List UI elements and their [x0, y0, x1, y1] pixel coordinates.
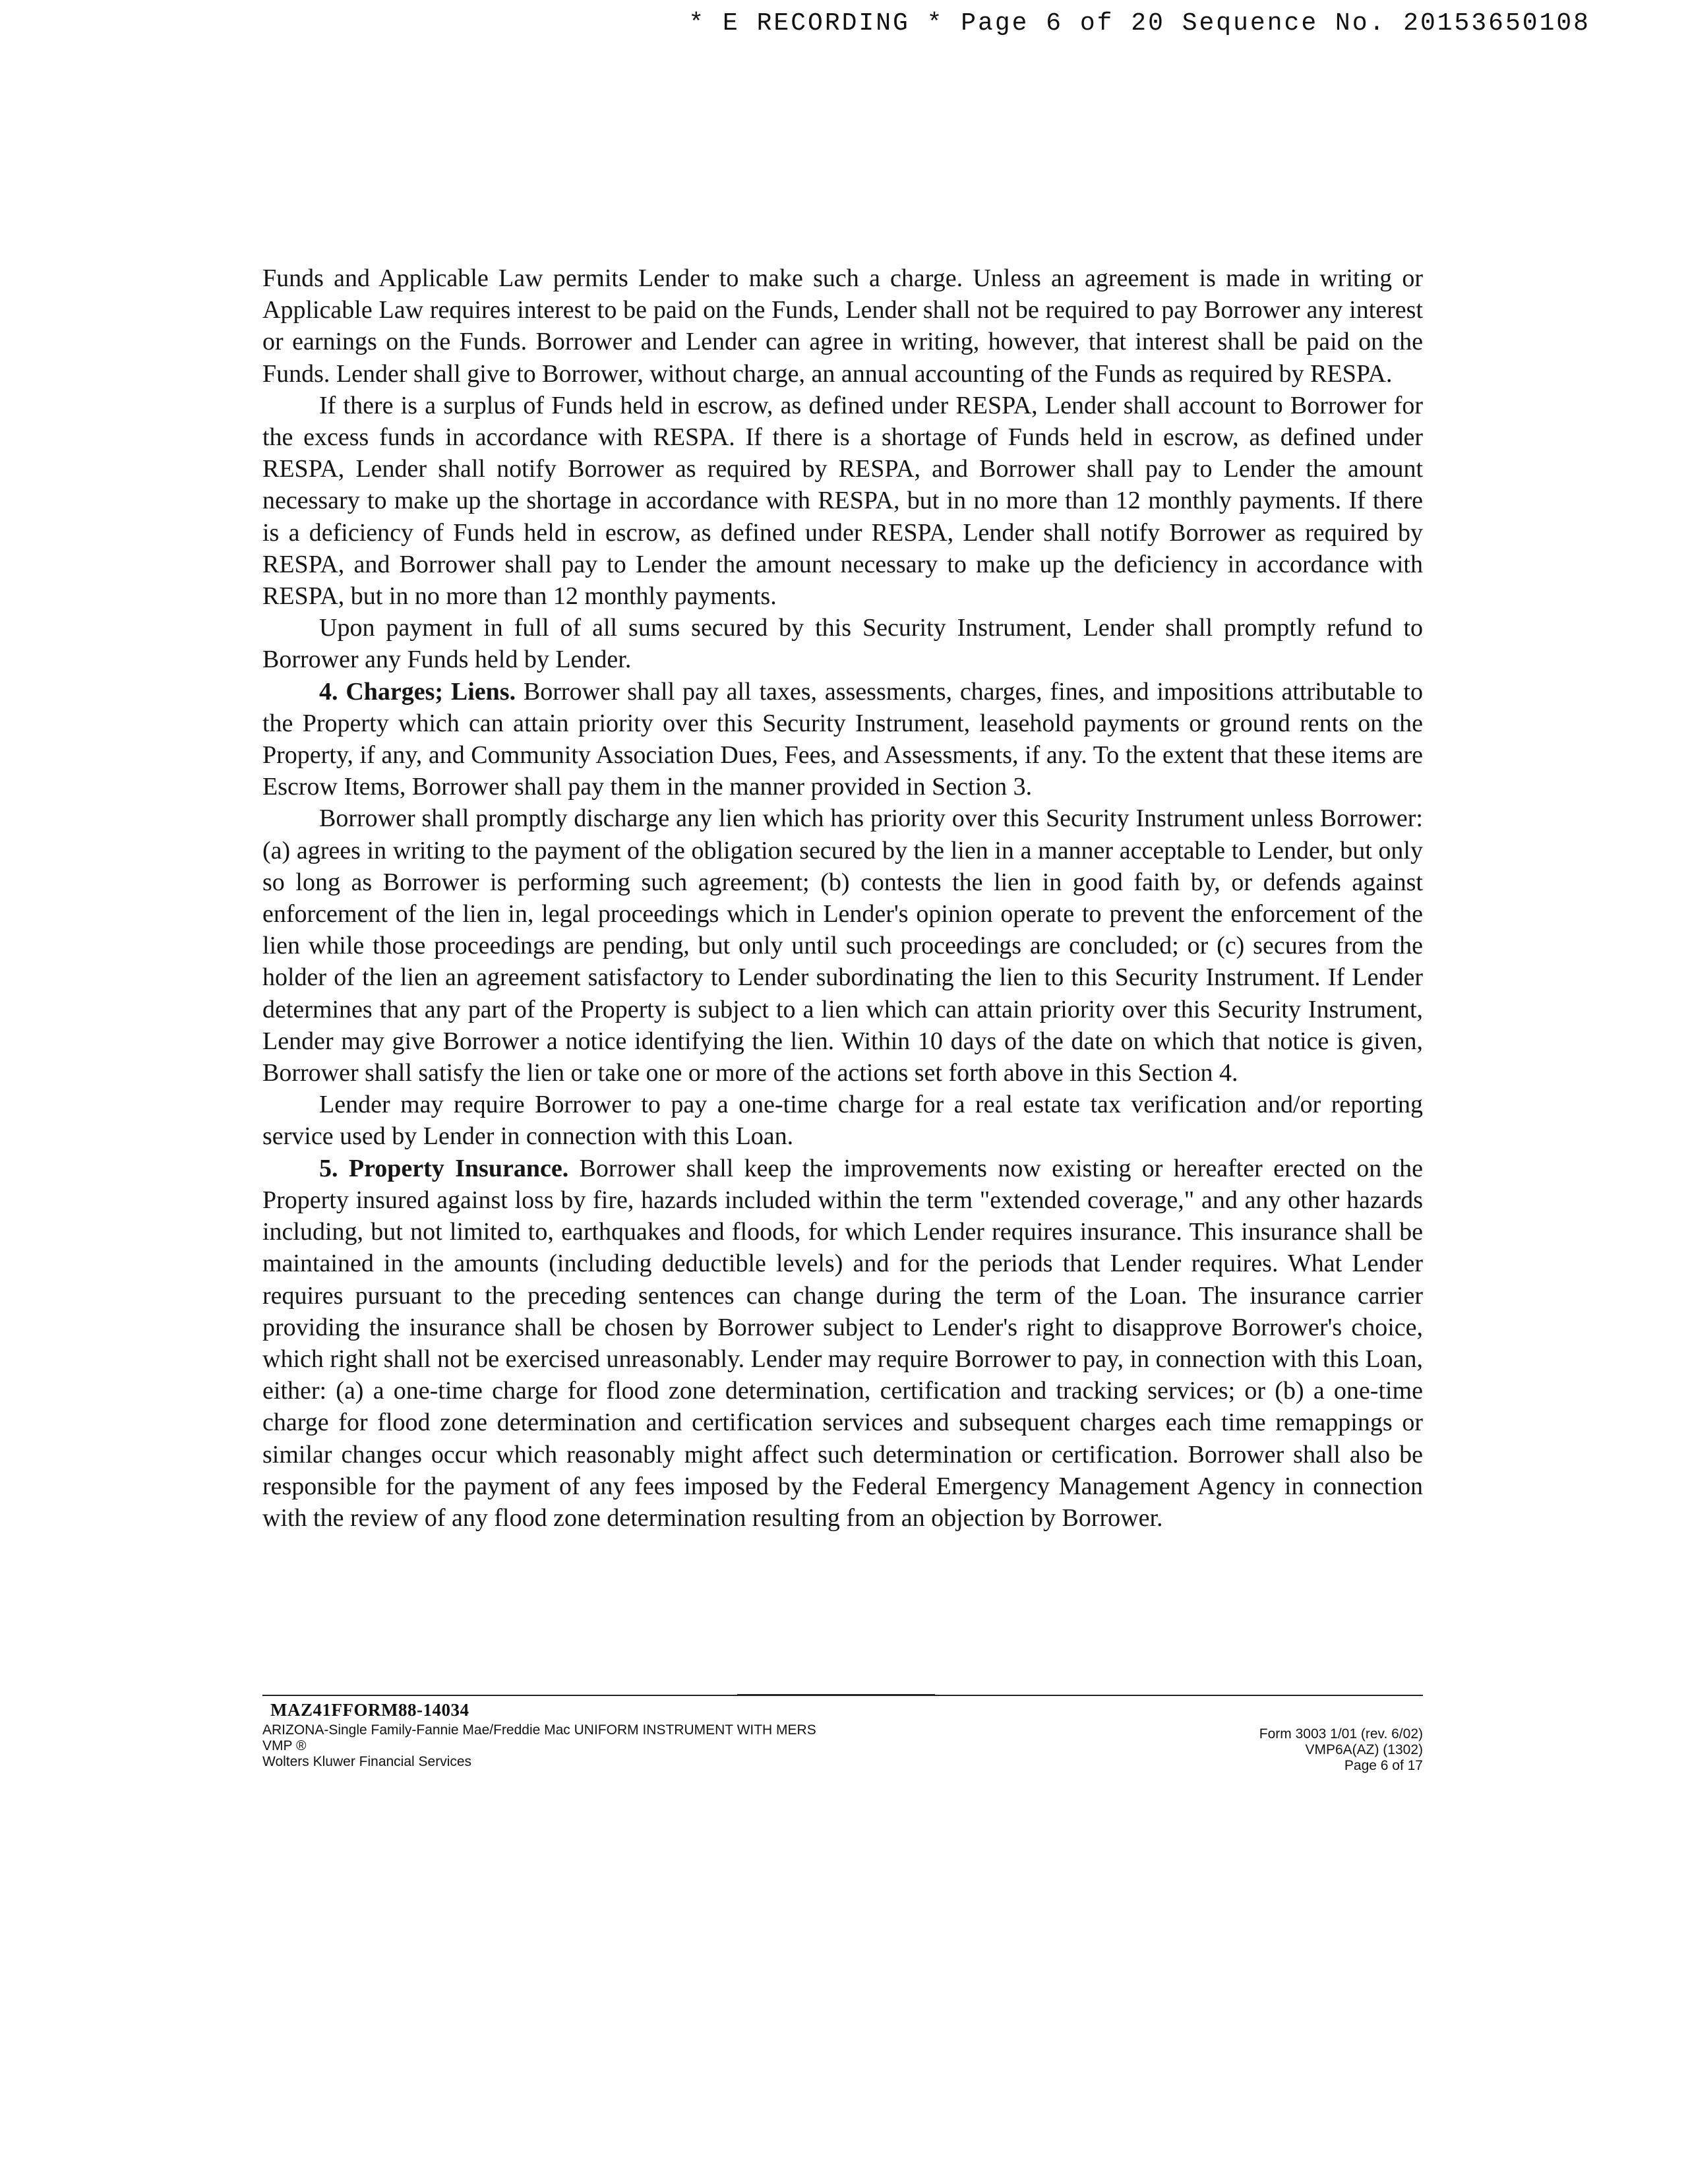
footer-right-block	[1259, 1726, 1423, 1774]
footer-vmp: VMP ®	[262, 1738, 307, 1753]
footer-left-block	[262, 1722, 816, 1770]
section-5-title: 5. Property Insurance.	[319, 1154, 569, 1182]
section-4-title: 4. Charges; Liens.	[319, 677, 516, 706]
section-5-text: Borrower shall keep the improvements now existing or hereafter erected on the Property insured against loss by fire, hazards included within the term "extended coverage," and any other hazards including, but not limited to, earthquakes and floods, for which Lender requires insurance. This insurance shall be maintained in the amounts (including deductible levels) and for the periods that Lender requires. What Lender requires pursuant to the preceding sentences can change during the term of the Loan. The insurance carrier providing the insurance shall be chosen by Borrower subject to Lender's right to disapprove Borrower's choice, which right shall not be exercised unreasonably. Lender may require Borrower to pay, in connection with this Loan, either: (a) a one-time charge for flood zone determination, certification and tracking services; or (b) a one-time charge for flood zone determination and certification services and subsequent charges each time remappings or similar changes occur which reasonably might affect such determination or certification. Borrower shall also be responsible for the payment of any fees imposed by the Federal Emergency Management Agency in connection with the review of any flood zone determination resulting from an objection by Borrower.	[262, 1154, 1423, 1532]
footer-form-code: MAZ41FFORM88-14034	[270, 1700, 469, 1720]
section-4-text: Borrower shall pay all taxes, assessments, charges, fines, and impositions attributable to the Property which can attain priority over this Security Instrument, leasehold payments or ground rents on the Property, if any, and Community Association Dues, Fees, and Assessments, if any. To the extent that these items are Escrow Items, Borrower shall pay them in the manner provided in Section 3.	[262, 677, 1423, 801]
footer-instrument-title: ARIZONA-Single Family-Fannie Mae/Freddie Mac UNIFORM INSTRUMENT WITH MERS	[262, 1722, 816, 1738]
footer-publisher: Wolters Kluwer Financial Services	[262, 1754, 472, 1769]
document-body	[262, 262, 1423, 1534]
section-5-property-insurance	[262, 1153, 1423, 1534]
footer-form-number: Form 3003 1/01 (rev. 6/02)	[1259, 1726, 1423, 1742]
recording-header: * E RECORDING * Page 6 of 20 Sequence No. 20153650108	[688, 9, 1590, 38]
footer-page-number: Page 6 of 17	[1344, 1758, 1423, 1773]
footer-divider	[262, 1695, 1423, 1696]
footer-vmp-code: VMP6A(AZ) (1302)	[1305, 1742, 1423, 1757]
paragraph-escrow-surplus: If there is a surplus of Funds held in escrow, as defined under RESPA, Lender shall account to Borrower for the excess funds in accordance with RESPA. If there is a shortage of Funds held in escrow, as defined under RESPA, Lender shall notify Borrower as required by RESPA, and Borrower shall pay to Lender the amount necessary to make up the shortage in accordance with RESPA, but in no more than 12 monthly payments. If there is a deficiency of Funds held in escrow, as defined under RESPA, Lender shall notify Borrower as required by RESPA, and Borrower shall pay to Lender the amount necessary to make up the deficiency in accordance with RESPA, but in no more than 12 monthly payments.	[262, 391, 1423, 611]
paragraph-discharge-lien: Borrower shall promptly discharge any lien which has priority over this Security Instrument unless Borrower: (a) agrees in writing to the payment of the obligation secured by the lien in a manner acceptable to Lender, but only so long as Borrower is performing such agreement; (b) contests the lien in good faith by, or defends against enforcement of the lien in, legal proceedings which in Lender's opinion operate to prevent the enforcement of the lien while those proceedings are pending, but only until such proceedings are concluded; or (c) secures from the holder of the lien an agreement satisfactory to Lender subordinating the lien to this Security Instrument. If Lender determines that any part of the Property is subject to a lien which can attain priority over this Security Instrument, Lender may give Borrower a notice identifying the lien. Within 10 days of the date on which that notice is given, Borrower shall satisfy the lien or take one or more of the actions set forth above in this Section 4.	[262, 804, 1423, 1087]
paragraph-tax-verification: Lender may require Borrower to pay a one-time charge for a real estate tax verification and/or reporting service used by Lender in connection with this Loan.	[262, 1091, 1423, 1151]
paragraph-refund: Upon payment in full of all sums secured by this Security Instrument, Lender shall promptly refund to Borrower any Funds held by Lender.	[262, 614, 1423, 674]
section-4-charges-liens	[262, 676, 1423, 803]
paragraph-funds-charge: Funds and Applicable Law permits Lender to make such a charge. Unless an agreement is made in writing or Applicable Law requires interest to be paid on the Funds, Lender shall not be required to pay Borrower any interest or earnings on the Funds. Borrower and Lender can agree in writing, however, that interest shall be paid on the Funds. Lender shall give to Borrower, without charge, an annual accounting of the Funds as required by RESPA.	[262, 264, 1423, 388]
